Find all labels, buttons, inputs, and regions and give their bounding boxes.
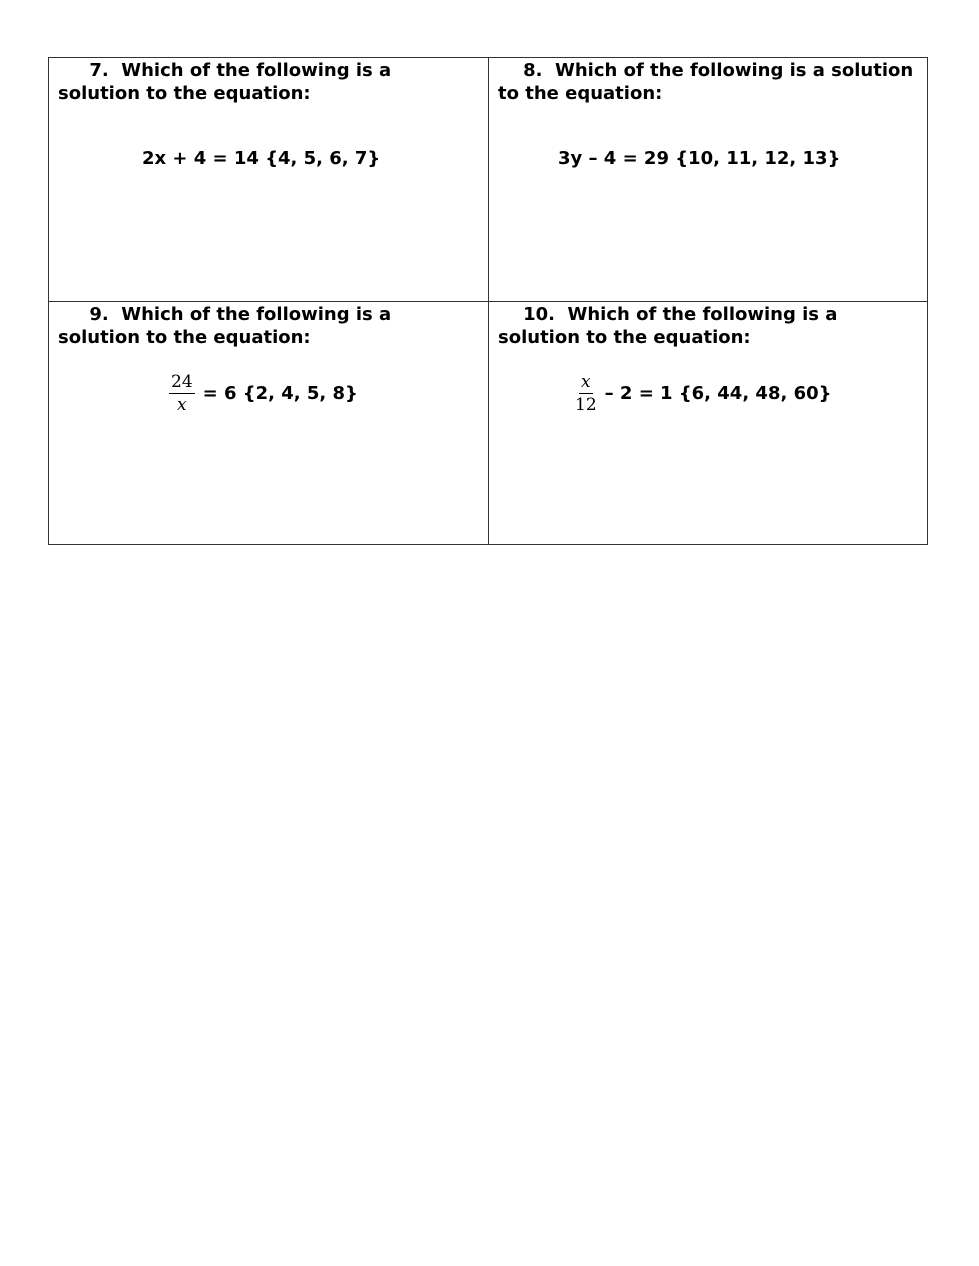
equation-text: – 2 = 1 {6, 44, 48, 60} (604, 383, 832, 404)
problem-prompt: Which of the following is a solution to the equation: (58, 60, 398, 104)
problem-number: 9. (89, 304, 109, 325)
equation-text: 2x + 4 = 14 {4, 5, 6, 7} (142, 148, 381, 169)
fraction-denominator: 12 (575, 395, 597, 415)
problem-question (498, 60, 918, 105)
equation-text: = 6 {2, 4, 5, 8} (202, 383, 358, 404)
problem-prompt: Which of the following is a solution to the equation: (498, 304, 844, 348)
problem-prompt: Which of the following is a solution to the equation: (498, 60, 920, 104)
fraction-denominator: x (177, 395, 187, 415)
problem-number: 10. (523, 304, 555, 325)
problem-prompt: Which of the following is a solution to the equation: (58, 304, 398, 348)
fraction-numerator: 24 (171, 372, 193, 392)
fraction (169, 372, 195, 415)
fraction-numerator: x (581, 372, 591, 392)
problem-equation (558, 148, 840, 169)
problems-table (48, 57, 928, 545)
problem-question (498, 304, 918, 349)
problem-question (58, 60, 478, 105)
problem-question (58, 304, 478, 349)
problem-equation (142, 148, 380, 169)
problem-number: 8. (523, 60, 543, 81)
problem-equation (169, 372, 358, 415)
problem-cell-8 (489, 58, 927, 302)
equation-text: 3y – 4 = 29 {10, 11, 12, 13} (558, 148, 841, 169)
fraction (575, 372, 597, 415)
problem-cell-10 (489, 302, 927, 544)
problem-number: 7. (89, 60, 109, 81)
problem-equation (575, 372, 831, 415)
problem-cell-7 (49, 58, 489, 302)
problem-cell-9 (49, 302, 489, 544)
